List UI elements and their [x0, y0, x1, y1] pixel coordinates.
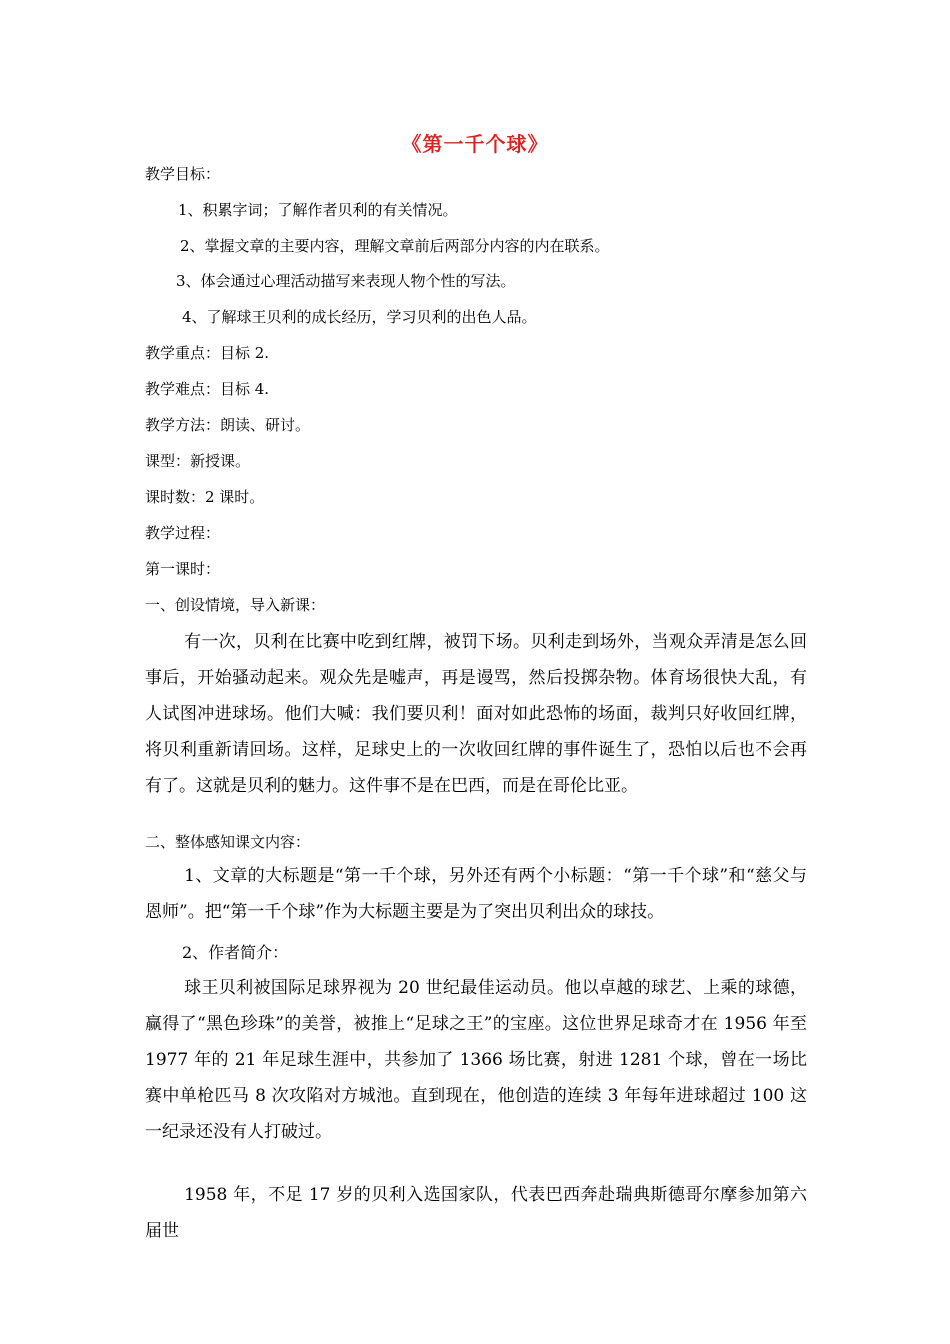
- author-paragraph: 球王贝利被国际足球界视为 20 世纪最佳运动员。他以卓越的球艺、上乘的球德，赢得了“黑色珍珠”的美誉，被推上“足球之王”的宝座。这位世界足球奇才在 1956 年至 1977 年的 21 年足球生涯中，共参加了 1366 场比赛，射进 1281 个球，曾在一场比赛中单枪匹马 8 次攻陷对方城池。直到现在，他创造的连续 3 年每年进球超过 100 这一纪录还没有人打破过。: [145, 978, 807, 1142]
- objective-item: 3、体会通过心理活动描写来表现人物个性的写法。: [176, 272, 516, 290]
- process-heading: 教学过程：: [145, 524, 221, 542]
- objectives-heading: 教学目标：: [145, 165, 221, 183]
- difficulty: 教学难点：目标 4.: [145, 380, 270, 398]
- teaching-method: 教学方法：朗读、研讨。: [145, 416, 311, 434]
- section1-heading: 一、创设情境，导入新课：: [145, 596, 326, 614]
- section2-item-author: 2、作者简介：: [182, 943, 289, 962]
- lesson-hours: 课时数：2 课时。: [145, 488, 265, 506]
- objective-item: 4、了解球王贝利的成长经历，学习贝利的出色人品。: [182, 308, 537, 326]
- section1-paragraph: 有一次，贝利在比赛中吃到红牌，被罚下场。贝利走到场外，当观众弄清是怎么回事后，开始骚动起来。观众先是嘘声，再是谩骂，然后投掷杂物。体育场很快大乱，有人试图冲进球场。他们大喊：我们要贝利！面对如此恐怖的场面，裁判只好收回红牌，将贝利重新请回场。这样，足球史上的一次收回红牌的事件诞生了，恐怕以后也不会再有了。这就是贝利的魅力。这件事不是在巴西，而是在哥伦比亚。: [145, 632, 807, 796]
- section2-item-title: 1、文章的大标题是“第一千个球，另外还有两个小标题：“第一千个球”和“慈父与恩师”。把“第一千个球”作为大标题主要是为了突出贝利出众的球技。: [145, 866, 807, 922]
- period-heading: 第一课时：: [145, 560, 221, 578]
- section2-heading: 二、整体感知课文内容：: [145, 833, 311, 851]
- objective-item: 1、积累字词；了解作者贝利的有关情况。: [178, 201, 458, 219]
- objective-item: 2、掌握文章的主要内容，理解文章前后两部分内容的内在联系。: [180, 237, 610, 255]
- author-paragraph-continued: 1958 年，不足 17 岁的贝利入选国家队，代表巴西奔赴瑞典斯德哥尔摩参加第六届世: [145, 1185, 807, 1241]
- key-point: 教学重点：目标 2.: [145, 344, 270, 362]
- page-title: 《第一千个球》: [401, 132, 549, 156]
- lesson-type: 课型：新授课。: [145, 452, 251, 470]
